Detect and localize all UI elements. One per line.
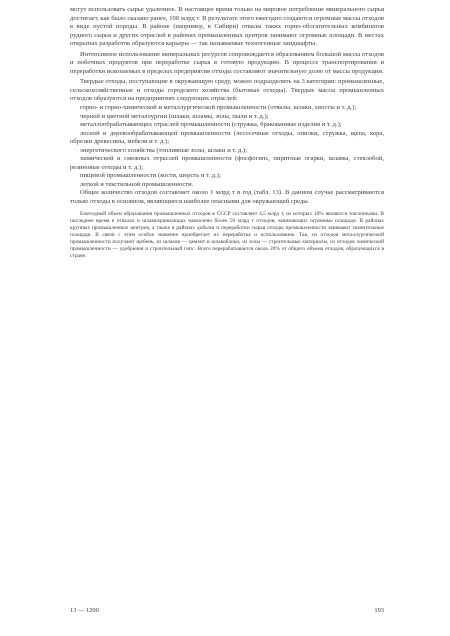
- list-item: горно- и горно-химической и металлургической промышленности (отвалы, шлаки, хвосты и т. д.);: [80, 104, 357, 112]
- page-footer: [70, 606, 384, 616]
- list-item: химической и смежных отраслей промышленности (фосфогипс, пиритные огарки, шламы, стеклобой, резиновые отходы и т. д.);: [70, 155, 384, 171]
- page-number: 193: [374, 607, 384, 614]
- footnote: Ежегодный объем образования промышленных отходов в СССР составляет 4,5 млрд т, из которых 10% являются токсичными. В последнее время в отвалах и шламохранилищах накоплено более 50 млрд т отходов, занимающих огромные площади. В районах крупных промышленных центров, а также в районах добычи и переработки сырья отходы промышленности занимают значительные площади. В связи с этим особое значение приобретает их переработка и использование. Так, из отходов металлургической промышленности получают щебень, из шлаков — цемент и шлакоблоки, из золы — строительные материалы, из отходов химической промышленности — удобрения и строительный гипс. Всего перерабатывается около 20% от общего объема отходов, образующихся в стране.: [70, 210, 384, 260]
- list-item: энергетического хозяйства (топливные золы, шлаки и т. д.);: [80, 146, 248, 154]
- list-item: металлообрабатывающих отраслей промышленности (стружка, бракованные изделия и т. д.);: [80, 121, 342, 129]
- paragraph-after-list: Общее количество отходов составляет около 1 млрд т в год (табл. 13). В данном случае рассматриваются только отходы в основном, являющиеся наиболее опасными для окружающей среды.: [70, 189, 384, 206]
- list-item: черной и цветной металлургии (шлаки, шламы, золы, пыли и т. д.);: [80, 112, 269, 120]
- waste-sources-list: [70, 104, 384, 189]
- paragraph-3: Твердые отходы, поступающие в окружающую среду, можно подразделить на 3 категории: промышленные, сельскохозяйственные и отходы городского хозяйства (бытовые отходы). Твердые массы промышленных отходов образуются на предприятиях следующих отраслей:: [70, 78, 384, 103]
- document-page: [70, 6, 384, 630]
- paragraph-2: Интенсивное использование минеральных ресурсов сопровождается образованием большой массы отходов и побочных продуктов при переработке сырья в готовую продукцию. В процессе транспортирования и переработки ископаемых в пределах предприятия отходы составляют значительную долю от массы продукции.: [70, 50, 384, 75]
- signature-mark: 13 — 1200: [70, 607, 99, 614]
- list-item: пищевой промышленности (кости, шерсть и т. д.);: [80, 172, 221, 180]
- list-item: лесной и деревообрабатывающей промышленности (лесосечные отходы, опилки, стружка, щепа, кора, обрезки древесины, мебели и т. д.);: [70, 129, 384, 146]
- paragraph-1: могут использовать сырье удаленное. В настоящее время только на мировое потребление минерального сырья достигает, как было сказано ранее, 100 млрд т. В результате этого ежегодно создаются огромные массы отходов в виде пустой породы. В районе (например, в Сибири) отвалы таких горно-обогатительных комбинатов рудного сырья и других отраслей в районах промышленных центров занимают огромные площади. В местах открытых разработок образуются карьеры — так называемые техногенные ландшафты.: [70, 6, 384, 48]
- list-item: легкой и текстильной промышленности.: [80, 180, 194, 188]
